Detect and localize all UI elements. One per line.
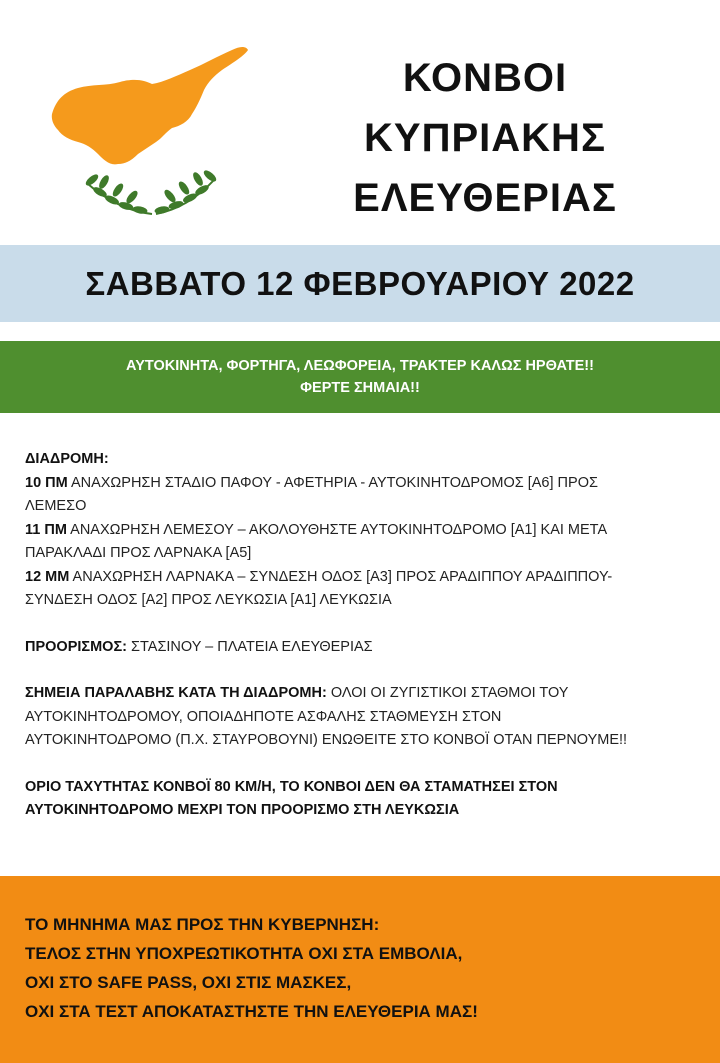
vehicles-welcome-text: ΑΥΤΟΚΙΝΗΤΑ, ΦΟΡΤΗΓΑ, ΛΕΩΦΟΡΕΙΑ, ΤΡΑΚΤΕΡ ΚΑΛΩΣ ΗΡΘΑΤΕ!! (126, 358, 594, 374)
route-step-text: ΑΝΑΧΩΡΗΣΗ ΛΑΡΝΑΚΑ – ΣΥΝΔΕΣΗ ΟΔΟΣ [Α3] ΠΡΟΣ ΑΡΑΔΙΠΠΟΥ ΑΡΑΔΙΠΠΟΥ- (69, 568, 613, 585)
route-step-continued: ΛΕΜΕΣΟ (25, 498, 87, 514)
route-step (25, 472, 705, 496)
page-title (315, 48, 655, 228)
pickup-text: ΟΛΟΙ ΟΙ ΖΥΓΙΣΤΙΚΟΙ ΣΤΑΘΜΟΙ ΤΟΥ (326, 685, 569, 701)
government-message (25, 910, 478, 1026)
spacer (25, 753, 705, 776)
vehicles-banner (0, 341, 720, 413)
olive-branch-right-icon (155, 169, 218, 214)
route-heading: ΔΙΑΔΡΟΜΗ: (25, 451, 109, 467)
route-step-text: ΑΝΑΧΩΡΗΣΗ ΣΤΑΔΙΟ ΠΑΦΟΥ - ΑΦΕΤΗΡΙΑ - ΑΥΤΟΚΙΝΗΤΟΔΡΟΜΟΣ [Α6] ΠΡΟΣ (67, 474, 598, 491)
message-line-4: ΟΧΙ ΣΤΑ ΤΕΣΤ ΑΠΟΚΑΤΑΣΤΗΣΤΕ ΤΗΝ ΕΛΕΥΘΕΡΙΑ ΜΑΣ! (25, 1002, 478, 1021)
date-banner (0, 245, 720, 322)
bring-flags-text: ΦΕΡΤΕ ΣΗΜΑΙΑ!! (300, 380, 420, 396)
pickup-text-continued: ΑΥΤΟΚΙΝΗΤΟΔΡΟΜΟ (Π.Χ. ΣΤΑΥΡΟΒΟΥΝΙ) ΕΝΩΘΕΙΤΕ ΣΤΟ ΚΟΝΒΟΪ ΟΤΑΝ ΠΕΡΝΟΥΜΕ!! (25, 732, 628, 748)
route-step-time: 10 ΠΜ (25, 474, 68, 491)
message-line-2: ΤΕΛΟΣ ΣΤΗΝ ΥΠΟΧΡΕΩΤΙΚΟΤΗΤΑ ΟΧΙ ΣΤΑ ΕΜΒΟΛΙΑ, (25, 944, 463, 963)
route-step-time: 11 ΠΜ (25, 521, 67, 538)
pickup-points (25, 682, 705, 706)
message-line-1: ΤΟ ΜΗΝΗΜΑ ΜΑΣ ΠΡΟΣ ΤΗΝ ΚΥΒΕΡΝΗΣΗ: (25, 915, 380, 934)
route-details (25, 448, 705, 823)
route-step-continued: ΣΥΝΔΕΣΗ ΟΔΟΣ [Α2] ΠΡΟΣ ΛΕΥΚΩΣΙΑ [Α1] ΛΕΥΚΩΣΙΑ (25, 592, 392, 608)
pickup-label: ΣΗΜΕΙΑ ΠΑΡΑΛΑΒΗΣ ΚΑΤΑ ΤΗ ΔΙΑΔΡΟΜΗ: (25, 685, 327, 701)
speed-limit-notice-continued: ΑΥΤΟΚΙΝΗΤΟΔΡΟΜΟ ΜΕΧΡΙ ΤΟΝ ΠΡΟΟΡΙΣΜΟ ΣΤΗ ΛΕΥΚΩΣΙΑ (25, 802, 460, 818)
cyprus-island-shape (52, 47, 248, 164)
olive-branch-left-icon (85, 173, 152, 214)
event-date: ΣΑΒΒΑΤΟ 12 ΦΕΒΡΟΥΑΡΙΟΥ 2022 (85, 264, 635, 302)
route-step-time: 12 ΜΜ (25, 568, 70, 585)
title-line-3: ΕΛΕΥΘΕΡΙΑΣ (353, 176, 617, 220)
destination (25, 636, 705, 660)
title-line-1: ΚΟΝΒΟΙ (402, 56, 568, 100)
pickup-text-continued: ΑΥΤΟΚΙΝΗΤΟΔΡΟΜΟΥ, ΟΠΟΙΑΔΗΠΟΤΕ ΑΣΦΑΛΗΣ ΣΤΑΘΜΕΥΣΗ ΣΤΟΝ (25, 708, 502, 725)
spacer (25, 613, 705, 636)
message-banner (0, 876, 720, 1063)
spacer (25, 659, 705, 682)
route-step (25, 519, 705, 543)
message-line-3: ΟΧΙ ΣΤΟ SAFE PASS, ΟΧΙ ΣΤΙΣ ΜΑΣΚΕΣ, (25, 973, 352, 992)
route-step-text: ΑΝΑΧΩΡΗΣΗ ΛΕΜΕΣΟΥ – ΑΚΟΛΟΥΘΗΣΤΕ ΑΥΤΟΚΙΝΗΤΟΔΡΟΜΟ [Α1] ΚΑΙ ΜΕΤΑ (66, 521, 608, 538)
route-step-continued: ΠΑΡΑΚΛΑΔΙ ΠΡΟΣ ΛΑΡΝΑΚΑ [Α5] (25, 545, 252, 561)
destination-value: ΣΤΑΣΙΝΟΥ – ΠΛΑΤΕΙΑ ΕΛΕΥΘΕΡΙΑΣ (127, 638, 373, 655)
speed-limit-notice: ΟΡΙΟ ΤΑΧΥΤΗΤΑΣ ΚΟΝΒΟΪ 80 ΚΜ/Η, ΤΟ ΚΟΝΒΟΙ ΔΕΝ ΘΑ ΣΤΑΜΑΤΗΣΕΙ ΣΤΟΝ (25, 778, 558, 795)
title-line-2: ΚΥΠΡΙΑΚΗΣ (364, 116, 606, 160)
cyprus-flag-icon (48, 42, 258, 222)
header (0, 0, 720, 245)
route-step (25, 566, 705, 590)
destination-label: ΠΡΟΟΡΙΣΜΟΣ: (25, 638, 127, 655)
